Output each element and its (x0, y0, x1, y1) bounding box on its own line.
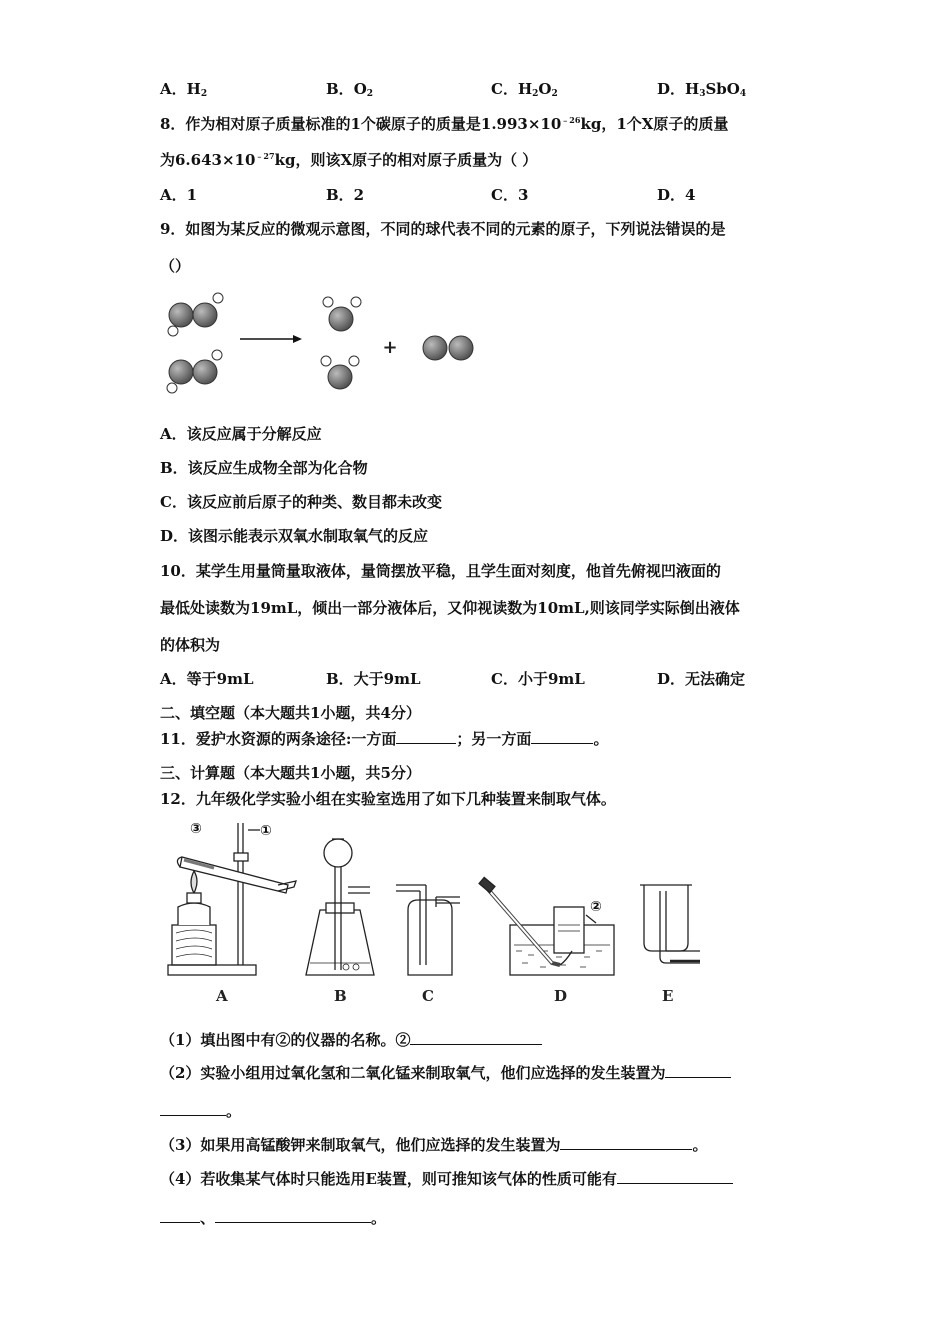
q7-option-d: D．$H_3SbO_4$ (657, 80, 747, 99)
q12-sub4-line2: 、 。 (160, 1207, 386, 1228)
q12-sub4-blank-c[interactable] (215, 1208, 371, 1223)
q7-option-a: A．$H_2$ (160, 80, 208, 99)
q12-sub2-blank-a[interactable] (665, 1063, 731, 1078)
label-a: A (216, 987, 228, 1005)
reaction-arrow (240, 335, 302, 343)
q10-option-c: C．小于9mL (491, 670, 585, 688)
q11-blank-1[interactable] (396, 729, 456, 744)
q9-option-a: A．该反应属于分解反应 (160, 425, 322, 443)
circle-label-3: ③ (190, 821, 202, 837)
reactant-molecule-2 (167, 350, 222, 393)
q8-option-a: A．1 (160, 186, 198, 204)
apparatus-d (479, 877, 614, 975)
q7-option-b: B．$O_2$ (326, 80, 374, 99)
q12-sub2-blank-b[interactable] (160, 1101, 226, 1116)
product-molecule-3 (423, 336, 473, 360)
q12-stem: 12．九年级化学实验小组在实验室选用了如下几种装置来制取气体。 (160, 790, 616, 808)
label-b: B (334, 987, 347, 1005)
q12-sub4-blank-b[interactable] (160, 1208, 200, 1223)
product-molecule-2 (321, 356, 359, 389)
q8-stem-line2: 为$6.643\times 10^{﹣27}kg$，则该X原子的相对原子质量为（ ） (160, 151, 538, 169)
reactant-molecule-1 (168, 293, 223, 336)
q10-stem-line3: 的体积为 (160, 636, 221, 654)
q10-stem-line2: 最低处读数为19mL，倾出一部分液体后，又仰视读数为10mL,则该同学实际倒出液体 (160, 599, 740, 617)
label-d: D (554, 987, 568, 1005)
apparatus-e (640, 885, 700, 963)
q11-line: 11．爱护水资源的两条途径:一方面 ；另一方面 。 (160, 730, 609, 748)
q9-stem-line2: （） (160, 257, 191, 275)
apparatus-a (168, 821, 296, 975)
q12-sub2-line1: （2）实验小组用过氧化氢和二氧化锰来制取氧气，他们应选择的发生装置为 (160, 1062, 731, 1083)
q12-sub1-blank[interactable] (410, 1030, 542, 1045)
reaction-diagram (160, 290, 490, 400)
apparatus-c (396, 885, 460, 975)
q8-option-d: D．4 (657, 186, 696, 204)
q11-blank-2[interactable] (531, 729, 593, 744)
q10-option-a: A．等于9mL (160, 670, 254, 688)
q9-stem-line1: 9．如图为某反应的微观示意图，不同的球代表不同的元素的原子，下列说法错误的是 (160, 220, 726, 238)
product-molecule-1 (323, 297, 361, 331)
plus-sign: + (382, 337, 398, 358)
q9-option-d: D．该图示能表示双氧水制取氧气的反应 (160, 527, 429, 545)
q12-sub3-blank[interactable] (560, 1135, 692, 1150)
circle-label-2: ② (590, 899, 602, 915)
section-calculation: 三、计算题（本大题共1小题，共5分） (160, 764, 421, 782)
q9-option-b: B．该反应生成物全部为化合物 (160, 459, 368, 477)
circle-label-1: ① (260, 823, 272, 839)
q12-sub4-blank-a[interactable] (617, 1169, 733, 1184)
q10-stem-line1: 10．某学生用量筒量取液体，量筒摆放平稳，且学生面对刻度，他首先俯视凹液面的 (160, 562, 721, 580)
q10-option-b: B．大于9mL (326, 670, 421, 688)
label-c: C (422, 987, 434, 1005)
q7-option-c: C．$H_2O_2$ (491, 80, 558, 99)
apparatus-figure (160, 815, 720, 1010)
q12-sub1: （1）填出图中有②的仪器的名称。② (160, 1029, 542, 1050)
label-e: E (662, 987, 674, 1005)
q8-option-b: B．2 (326, 186, 365, 204)
q9-option-c: C．该反应前后原子的种类、数目都未改变 (160, 493, 442, 511)
q8-stem-line1: 8．作为相对原子质量标准的1个碳原子的质量是$1.993\times 10^{﹣26}kg$，1个X原子的质量 (160, 115, 729, 133)
apparatus-b (306, 839, 374, 975)
q12-sub4-line1: （4）若收集某气体时只能选用E装置，则可推知该气体的性质可能有 (160, 1168, 733, 1189)
q12-sub3: （3）如果用高锰酸钾来制取氧气，他们应选择的发生装置为 。 (160, 1136, 708, 1154)
q10-option-d: D．无法确定 (657, 670, 746, 688)
section-fill-in: 二、填空题（本大题共1小题，共4分） (160, 704, 421, 722)
q12-sub2-line2: 。 (160, 1100, 241, 1121)
q8-option-c: C．3 (491, 186, 529, 204)
